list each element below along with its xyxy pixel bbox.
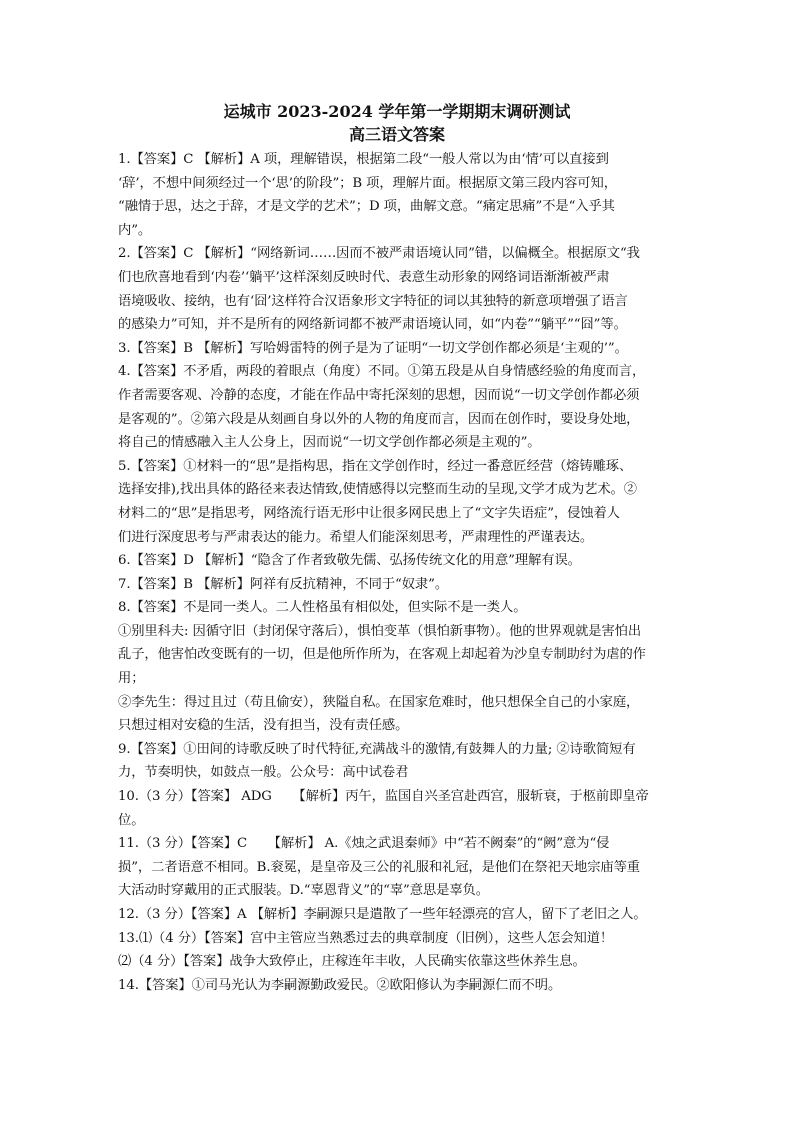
answer-line: 们也欣喜地看到‘内卷’‘躺平’这样深刻反映时代、表意生动形象的网络词语渐渐被严肃 xyxy=(118,269,610,285)
answer-line: 们进行深度思考与严肃表达的能力。希望人们能深刻思考，严肃理性的严谨表达。 xyxy=(118,529,594,545)
answer-line: 内”。 xyxy=(118,222,152,238)
answer-line: “融情于思，达之于辞，才是文学的艺术”；D 项，曲解文意。“痛定思痛”不是“入乎其 xyxy=(118,199,615,215)
answer-line: 是客观的”。②第六段是从刻画自身以外的人物的角度而言，因而在创作时，要设身处地， xyxy=(118,411,640,427)
answer-line: 的感染力”可知，并不是所有的网络新词都不被严肃语境认同，如“内卷”“躺平”“囧”等。 xyxy=(118,317,627,333)
answer-line: 3.【答案】B 【解析】写哈姆雷特的例子是为了证明“一切文学创作都必须是‘主观的’”。 xyxy=(118,340,628,356)
document-subtitle: 高三语文答案 xyxy=(348,125,445,144)
answer-line: 损”，二者语意不相同。B.衮冕，是皇帝及三公的礼服和礼冠，是他们在祭祀天地宗庙等重 xyxy=(118,859,640,875)
answer-line: ⑵（4 分）【答案】战争大致停止，庄稼连年丰收，人民确实依靠这些休养生息。 xyxy=(118,954,586,970)
answer-line: 材料二的“思”是指思考，网络流行语无形中让很多网民患上了“文字失语症”，侵蚀着人 xyxy=(118,505,620,521)
answer-line: 9.【答案】①田间的诗歌反映了时代特征,充满战斗的激情,有鼓舞人的力量; ②诗歌简短有 xyxy=(118,741,636,757)
answer-line: ‘辞’，不想中间须经过一个‘思’的阶段”；B 项，理解片面。根据原文第三段内容可知， xyxy=(118,175,617,191)
answer-line: 14.【答案】①司马光认为李嗣源勤政爱民。②欧阳修认为李嗣源仁而不明。 xyxy=(118,977,562,993)
answer-line: 12.（3 分）【答案】A 【解析】李嗣源只是遣散了一些年轻漂亮的宫人，留下了老旧之人。 xyxy=(118,907,647,922)
answer-line: 1.【答案】C 【解析】A 项，理解错误，根据第二段“一般人常以为由‘情’可以直接到 xyxy=(118,152,609,167)
answer-line: 7.【答案】B 【解析】阿祥有反抗精神，不同于“奴隶”。 xyxy=(118,576,449,592)
answer-line: 5.【答案】①材料一的“思”是指构思，指在文学创作时，经过一番意匠经营（熔铸雕琢、 xyxy=(118,458,633,474)
answer-line: 作者需要客观、冷静的态度，才能在作品中寄托深刻的思想，因而说“一切文学创作都必须 xyxy=(118,387,640,403)
answer-line: 10.（3 分）【答案】 ADG 【解析】丙午，监国自兴圣宫赴西宫，服斩衰，于柩前即皇帝 xyxy=(118,789,649,805)
answer-line: 只想过相对安稳的生活，没有担当，没有责任感。 xyxy=(118,718,409,734)
answer-line: 13.⑴（4 分）【答案】宫中主管应当熟悉过去的典章制度（旧例），这些人怎会知道！ xyxy=(118,930,614,946)
answer-line: 2.【答案】C 【解析】“网络新词……因而不被严肃语境认同”错，以偏概全。根据原文“我 xyxy=(118,246,640,262)
document-title: 运城市 2023-2024 学年第一学期期末调研测试 xyxy=(223,102,571,121)
answer-line: 11.（3 分）【答案】C 【解析】 A.《烛之武退秦师》中“若不阙秦”的“阙”意为“侵 xyxy=(118,836,610,852)
answer-line: ②李先生：得过且过（苟且偷安），狭隘自私。在国家危难时，他只想保全自己的小家庭， xyxy=(118,694,640,710)
answer-line: 用； xyxy=(118,671,145,687)
answer-line: 选择安排),找出具体的路径来表达情致,使情感得以完整而生动的呈现,文学才成为艺术。② xyxy=(118,482,637,498)
answer-line: ①别里科夫: 因循守旧（封闭保守落后），惧怕变革（惧怕新事物）。他的世界观就是害怕出 xyxy=(118,623,642,639)
answer-line: 8.【答案】不是同一类人。二人性格虽有相似处，但实际不是一类人。 xyxy=(118,600,527,616)
answer-line: 大活动时穿戴用的正式服装。D.“辜恩背义”的“辜”意思是辜负。 xyxy=(118,883,489,899)
answer-line: 将自己的情感融入主人公身上，因而说“一切文学创作都必须是主观的”。 xyxy=(118,435,541,451)
answer-line: 语境吸收、接纳，也有‘囧’这样符合汉语象形文字特征的词以其独特的新意项增强了语言 xyxy=(118,293,628,309)
answer-line: 4.【答案】不矛盾，两段的着眼点（角度）不同。①第五段是从自身情感经验的角度而言， xyxy=(118,364,646,380)
answer-line: 位。 xyxy=(118,812,145,828)
answer-line: 乱子，他害怕改变既有的一切，但是他所作所为，在客观上却起着为沙皇专制助纣为虐的作 xyxy=(118,647,646,663)
answer-body xyxy=(118,148,690,997)
answer-line: 6.【答案】D 【解析】“隐含了作者致敬先儒、弘扬传统文化的用意”理解有误。 xyxy=(118,553,581,569)
answer-line: 力，节奏明快，如鼓点一般。公众号：高中试卷君 xyxy=(118,765,409,781)
